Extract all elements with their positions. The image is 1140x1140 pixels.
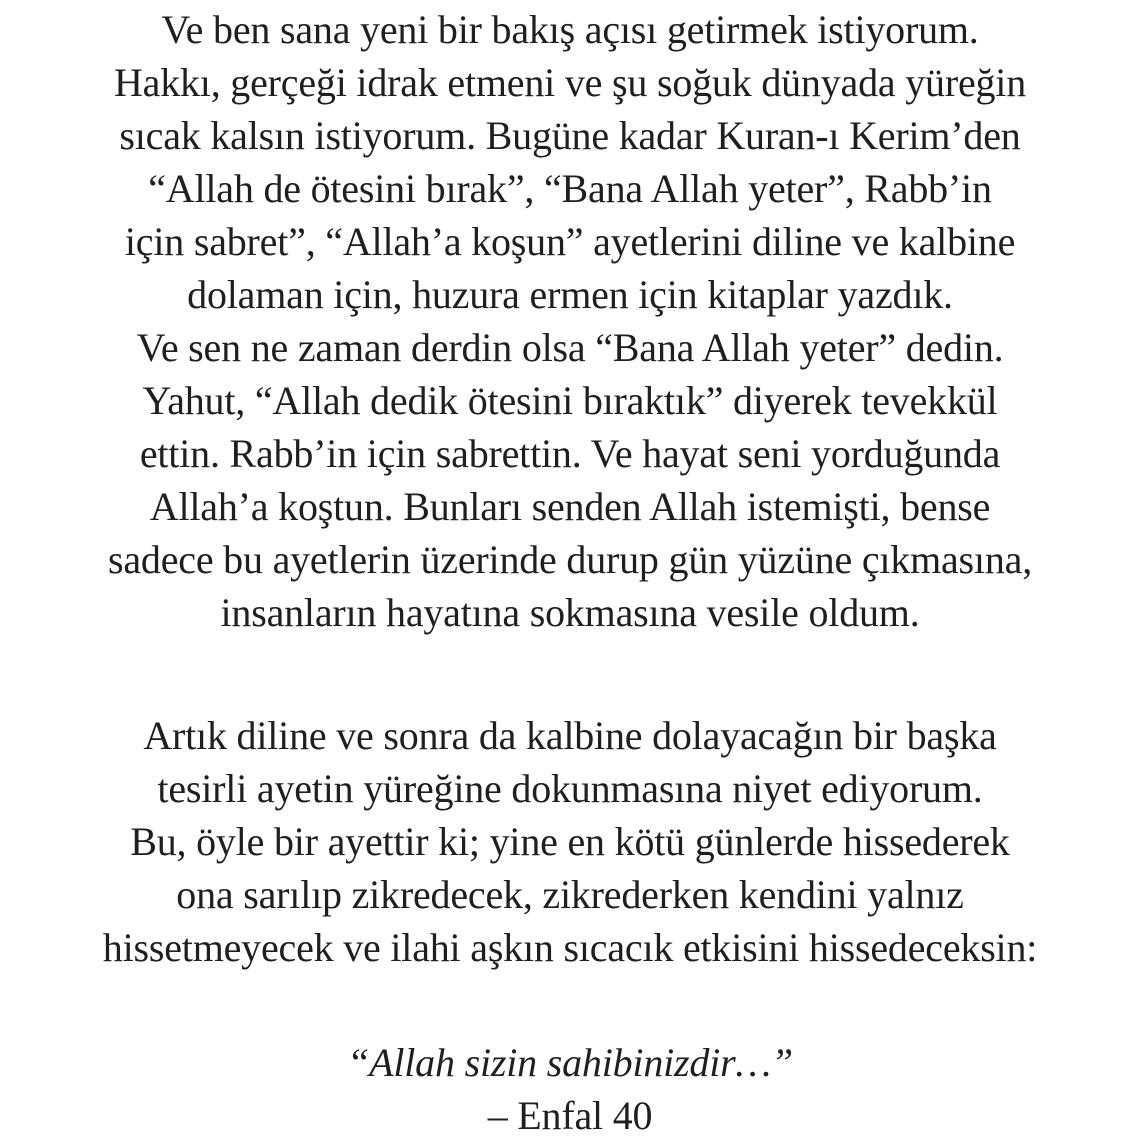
verse-quote: “Allah sizin sahibinizdir…” (347, 1040, 793, 1085)
text-line: ettin. Rabb’in için sabrettin. Ve hayat seni yorduğunda (139, 431, 1001, 476)
verse-attribution: – Enfal 40 (487, 1093, 653, 1138)
text-line: Hakkı, gerçeği idrak etmeni ve şu soğuk dünyada yüreğin (113, 60, 1027, 105)
paragraph-1 (0, 3, 1140, 639)
text-line: Allah’a koştun. Bunları senden Allah istemişti, bense (149, 484, 991, 529)
text-line: Yahut, “Allah dedik ötesini bıraktık” diyerek tevekkül (142, 378, 998, 423)
text-line: Ve ben sana yeni bir bakış açısı getirmek istiyorum. (161, 7, 979, 52)
text-line: hissetmeyecek ve ilahi aşkın sıcacık etkisini hissedeceksin: (102, 925, 1038, 970)
text-line: tesirli ayetin yüreğine dokunmasına niyet ediyorum. (157, 766, 983, 811)
text-line: sıcak kalsın istiyorum. Bugüne kadar Kuran-ı Kerim’den (119, 113, 1021, 158)
text-line: ona sarılıp zikredecek, zikrederken kendini yalnız (176, 872, 964, 917)
text-line: dolaman için, huzura ermen için kitaplar yazdık. (187, 272, 953, 317)
verse-block (0, 1036, 1140, 1140)
text-line: Artık diline ve sonra da kalbine dolayacağın bir başka (143, 713, 997, 758)
text-line: için sabret”, “Allah’a koşun” ayetlerini diline ve kalbine (124, 219, 1016, 264)
paragraph-2 (0, 709, 1140, 974)
text-line: insanların hayatına sokmasına vesile oldum. (220, 590, 920, 635)
text-line: sadece bu ayetlerin üzerinde durup gün yüzüne çıkmasına, (108, 537, 1032, 582)
text-line: Bu, öyle bir ayettir ki; yine en kötü günlerde hissederek (130, 819, 1010, 864)
text-line: Ve sen ne zaman derdin olsa “Bana Allah yeter” dedin. (136, 325, 1004, 370)
text-line: “Allah de ötesini bırak”, “Bana Allah yeter”, Rabb’in (148, 166, 992, 211)
